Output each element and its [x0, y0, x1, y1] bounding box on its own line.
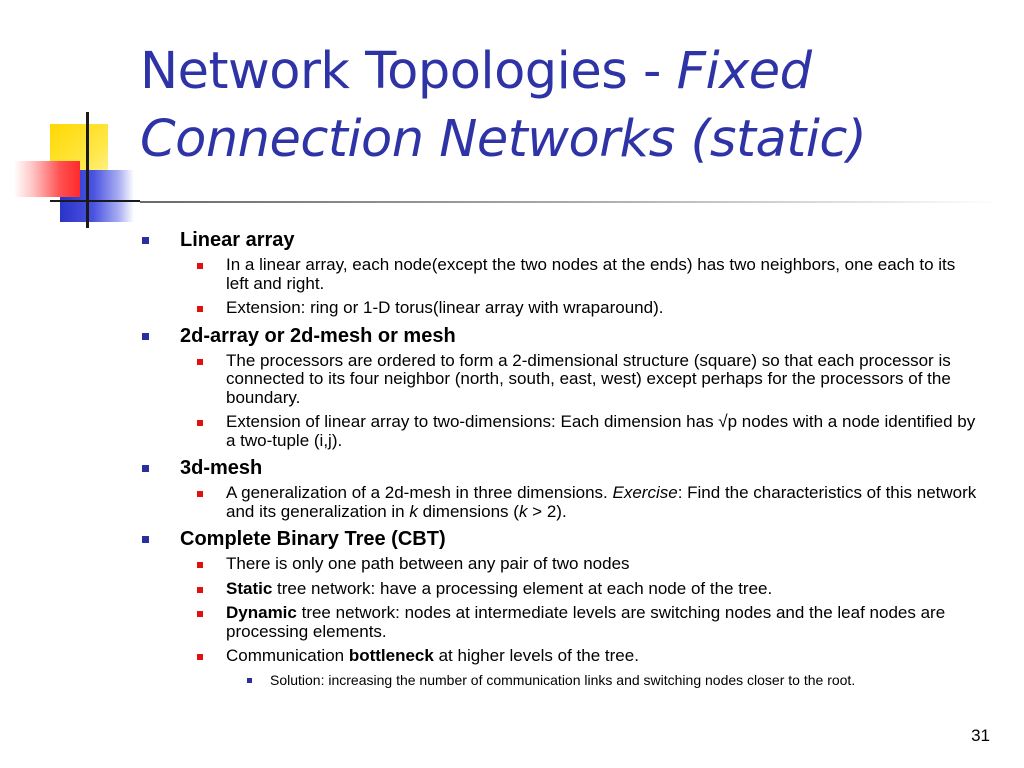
square-bullet-icon [142, 333, 149, 340]
square-bullet-icon [197, 491, 203, 497]
bold-term: Dynamic [226, 603, 297, 622]
bullet-2d-mesh [142, 324, 1002, 348]
title-italic: Fixed Connection Networks (static) [140, 42, 867, 169]
square-bullet-icon [197, 611, 203, 617]
square-bullet-icon [197, 359, 203, 365]
sub-bullet [226, 352, 1002, 408]
sub-bullet [226, 484, 1002, 521]
sub-bullet-text: at higher levels of the tree. [433, 646, 639, 665]
sub-bullet-text: tree network: have a processing element at each node of the tree. [272, 578, 773, 598]
sub-bullet-text: tree network: nodes at intermediate levels are switching nodes and the leaf nodes are processing elements. [226, 603, 946, 641]
red-square-shape [14, 161, 80, 197]
sub-bullet [226, 647, 1002, 666]
sub-bullet-text: dimensions ( [417, 501, 519, 521]
square-bullet-icon [197, 420, 203, 426]
square-bullet-icon [142, 465, 149, 472]
sub-bullet [226, 604, 1002, 641]
bold-term: bottleneck [348, 646, 434, 665]
square-bullet-icon [247, 678, 252, 683]
square-bullet-icon [142, 536, 149, 543]
square-bullet-icon [197, 562, 203, 568]
square-bullet-icon [197, 263, 203, 269]
slide-body [142, 228, 1002, 693]
sub-bullet-text: Communication [226, 646, 349, 665]
vertical-line-shape [86, 112, 89, 228]
sub-bullet-text: Extension: ring or 1-D torus(linear array with wraparound). [226, 298, 664, 317]
sub-sub-bullet-text: Solution: increasing the number of communication links and switching nodes closer to the root. [270, 671, 856, 688]
sub-bullet-text: > 2). [527, 501, 567, 521]
sub-bullet-text: The processors are ordered to form a 2-dimensional structure (square) so that each processor is connected to its four neighbor (north, south, east, west) except perhaps for the processors of the boundary. [226, 350, 951, 407]
title-main: Network Topologies - [140, 42, 677, 101]
bold-term: Static [226, 578, 273, 598]
sub-bullet-text: Extension of linear array to two-dimensions: Each dimension has √p nodes with a node identified by a two-tuple (i,j). [226, 412, 976, 450]
bullet-heading: 2d-array or 2d-mesh or mesh [180, 324, 456, 347]
bullet-heading: 3d-mesh [180, 457, 263, 479]
sub-bullet-text: A generalization of a 2d-mesh in three dimensions. [226, 483, 613, 502]
k-variable: k [518, 501, 528, 521]
sub-bullet-text: There is only one path between any pair of two nodes [226, 554, 630, 573]
slide-title [140, 38, 1000, 174]
sub-bullet-text: In a linear array, each node(except the two nodes at the ends) has two neighbors, one each to its left and right. [226, 255, 956, 293]
sub-bullet [226, 256, 1002, 293]
bullet-heading: Complete Binary Tree (CBT) [180, 528, 446, 550]
horizontal-line-shape [50, 200, 140, 202]
sub-bullet [226, 555, 1002, 574]
sub-bullet [226, 580, 1002, 599]
square-bullet-icon [197, 306, 203, 312]
sub-bullet [226, 299, 1002, 318]
bullet-3d-mesh [142, 456, 1002, 480]
sub-bullet-text: : Find the characteristics of this network and its generalization in [226, 483, 977, 521]
square-bullet-icon [197, 587, 203, 593]
exercise-label: Exercise [612, 483, 678, 502]
decorative-logo [0, 0, 140, 240]
k-variable: k [409, 501, 418, 521]
sub-sub-bullet [270, 672, 1002, 689]
bullet-linear-array [142, 228, 1002, 252]
sub-bullet [226, 413, 1002, 450]
bullet-complete-binary-tree [142, 527, 1002, 551]
square-bullet-icon [142, 237, 149, 244]
square-bullet-icon [197, 654, 203, 660]
bullet-heading: Linear array [180, 229, 295, 251]
title-divider [140, 201, 1000, 203]
page-number: 31 [971, 726, 990, 745]
